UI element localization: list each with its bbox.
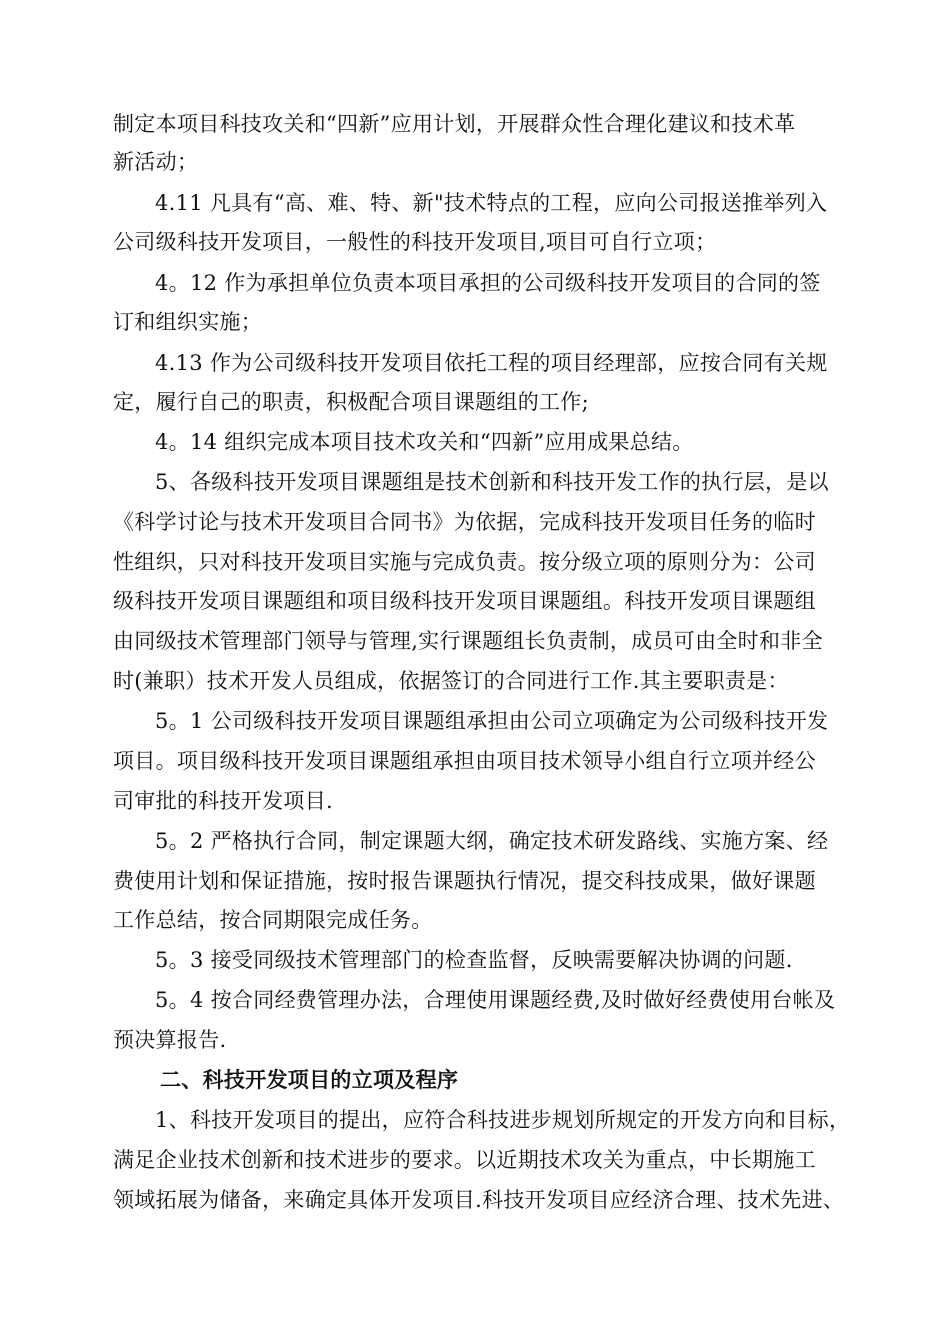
text-line: 1、科技开发项目的提出，应符合科技进步规划所规定的开发方向和目标，: [155, 1108, 851, 1132]
text-line: 4.11 凡具有“高、难、特、新"技术特点的工程，应向公司报送推举列入: [155, 191, 828, 215]
text-line: 制定本项目科技攻关和“四新”应用计划，开展群众性合理化建议和技术革: [113, 112, 796, 136]
text-line: 司审批的科技开发项目.: [113, 789, 333, 813]
text-line: 4。12 作为承担单位负责本项目承担的公司级科技开发项目的合同的签: [155, 271, 821, 295]
text-line: 订和组织实施；: [113, 310, 263, 334]
text-line: 项目。项目级科技开发项目课题组承担由项目技术领导小组自行立项并经公: [113, 749, 816, 773]
text-line: 5。4 按合同经费管理办法，合理使用课题经费,及时做好经费使用台帐及: [155, 988, 836, 1012]
text-line: 公司级科技开发项目，一般性的科技开发项目,项目可自行立项；: [113, 230, 717, 254]
text-line: 工作总结，按合同期限完成任务。: [113, 908, 433, 932]
text-line: 4。14 组织完成本项目技术攻关和“四新”应用成果总结。: [155, 430, 694, 454]
text-line: 5。2 严格执行合同，制定课题大纲，确定技术研发路线、实施方案、经: [155, 829, 829, 853]
section-heading: 二、科技开发项目的立项及程序: [160, 1067, 459, 1092]
text-line: 定，履行自己的职责，积极配合项目课题组的工作;: [113, 390, 589, 414]
text-line: 满足企业技术创新和技术进步的要求。以近期技术攻关为重点，中长期施工: [113, 1148, 816, 1172]
text-line: 4.13 作为公司级科技开发项目依托工程的项目经理部，应按合同有关规: [155, 351, 828, 375]
text-line: 《科学讨论与技术开发项目合同书》为依据，完成科技开发项目任务的临时: [113, 510, 816, 534]
text-line: 5。1 公司级科技开发项目课题组承担由公司立项确定为公司级科技开发: [155, 709, 829, 733]
text-line: 性组织，只对科技开发项目实施与完成负责。按分级立项的原则分为：公司: [113, 550, 816, 574]
text-line: 5、各级科技开发项目课题组是技术创新和科技开发工作的执行层，是以: [155, 470, 829, 494]
text-line: 时(兼职）技术开发人员组成，依据签订的合同进行工作.其主要职责是：: [113, 669, 789, 693]
text-line: 由同级技术管理部门领导与管理,实行课题组长负责制，成员可由全时和非全: [113, 629, 823, 653]
text-line: 级科技开发项目课题组和项目级科技开发项目课题组。科技开发项目课题组: [113, 589, 816, 613]
text-line: 预决算报告.: [113, 1028, 227, 1052]
text-line: 费使用计划和保证措施，按时报告课题执行情况，提交科技成果，做好课题: [113, 869, 816, 893]
text-line: 5。3 接受同级技术管理部门的检查监督，反映需要解决协调的问题.: [155, 948, 793, 972]
text-line: 新活动；: [113, 150, 199, 174]
text-line: 领域拓展为储备，来确定具体开发项目.科技开发项目应经济合理、技术先进、: [113, 1188, 845, 1212]
